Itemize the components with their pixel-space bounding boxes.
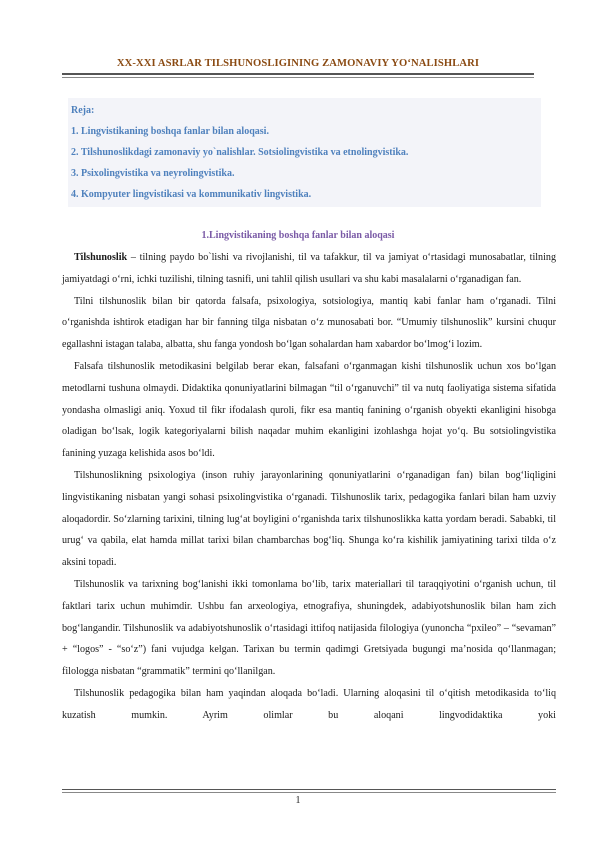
plan-label: Reja:: [71, 105, 95, 116]
body-text: [62, 247, 556, 727]
plan-item: 4. Kompyuter lingvistikasi va kommunikativ lingvistika.: [71, 189, 312, 200]
plan-item: 3. Psixolingvistika va neyrolingvistika.: [71, 168, 235, 179]
paragraph: Falsafa tilshunoslik metodikasini belgilab berar ekan, falsafani o‘rganmagan kishi tilshunoslik uchun xos bo‘lgan metodlarni tushuna olmaydi. Didaktika qonuniyatlarini bilmagan “til o‘rganuvchi” til va nutq faoliyatiga sistema sifatida yondasha olmasligi aniq. Yoxud til fikr ifodalash quroli, fikr esa mantiq fanining o‘rganish obyekti ekanligini hisobga oladigan bo‘lsak, logik kategoriyalarni bilish naqadar muhim ekanligini izohlashga hojat yo‘q. Bu sotsiolingvistika fanining yuzaga kelishida asos bo‘ldi.: [62, 360, 556, 460]
paragraph: [62, 247, 556, 291]
header-rule: [62, 73, 534, 75]
section-heading: 1.Lingvistikaning boshqa fanlar bilan aloqasi: [201, 230, 395, 241]
plan-box: [68, 98, 541, 207]
defined-term: Tilshunoslik: [74, 252, 128, 263]
paragraph: Tilni tilshunoslik bilan bir qatorda falsafa, psixologiya, sotsiologiya, mantiq kabi fanlar ham o‘rganadi. Tilni o‘rganishda ishtirok etadigan har bir fanning tilga nisbatan o‘z munosabati bor. “Umumiy tilshunoslik” kursini chuqur egallashni istagan talaba, albatta, shu fanga yondosh bo‘lgan sohalardan ham xabardor bo‘lmog‘i lozim.: [62, 295, 556, 351]
paragraph: Tilshunoslikning psixologiya (inson ruhiy jarayonlarining qonuniyatlarini o‘rganadigan fan) bilan bog‘liqligini lingvistikaning nisbatan yangi sohasi psixolingvistika o‘rganadi. Tilshunoslik tarix, pedagogika fanlari bilan ham uzviy aloqadordir. So‘zlarning tarixini, tilning lug‘at boyligini o‘rganishda tarix tilshunoslikka katta yordam beradi. Sababki, til urug‘ va qabila, elat hamda millat tarixi bilan chambarchas bog‘liq. Shunga ko‘ra kishilik jamiyatining tarixi tilda o‘z aksini topadi.: [62, 469, 556, 569]
page-number: 1: [295, 795, 301, 806]
header-rule-thin: [62, 77, 534, 78]
plan-item: 2. Tilshunoslikdagi zamonaviy yo`nalishlar. Sotsiolingvistika va etnolingvistika.: [71, 147, 409, 158]
plan-item: 1. Lingvistikaning boshqa fanlar bilan aloqasi.: [71, 126, 269, 137]
document-title: XX-XXI ASRLAR TILSHUNOSLIGINING ZAMONAVIY YO‘NALISHLARI: [116, 58, 480, 69]
paragraph-text: – tilning paydo bo`lishi va rivojlanishi, til va tafakkur, til va jamiyat o‘rtasidagi munosabatlar, tilning jamiyatdagi o‘rni, ichki tuzilishi, tilning tasnifi, uni tahlil qilish usullari va shu kabi masalalarni o‘rganadigan fan.: [62, 252, 556, 285]
paragraph: Tilshunoslik pedagogika bilan ham yaqindan aloqada bo‘ladi. Ularning aloqasini til o‘qitish metodikasida to‘liq kuzatish mumkin. Ayrim olimlar bu aloqani lingvodidaktika yoki: [62, 687, 556, 721]
footer-rule: [62, 789, 556, 790]
paragraph: Tilshunoslik va tarixning bog‘lanishi ikki tomonlama bo‘lib, tarix materiallari til taraqqiyotini o‘rganish uchun, til faktlari tarix uchun muhimdir. Ushbu fan arxeologiya, etnografiya, shuningdek, adabiyotshunoslik bilan ham zich bog‘langandir. Tilshunoslik va adabiyotshunoslik o‘rtasidagi ittifoq natijasida filologiya (yunoncha “pxileo” – “sevaman” + “logos” - “so‘z”) fani vujudga kelgan. Tarixan bu termin qadimgi Gretsiyada bugungi ma’nosida qo‘llanmagan; filologga nisbatan “grammatik” termini qo‘llanilgan.: [62, 578, 556, 678]
footer-rule-thin: [62, 792, 556, 793]
